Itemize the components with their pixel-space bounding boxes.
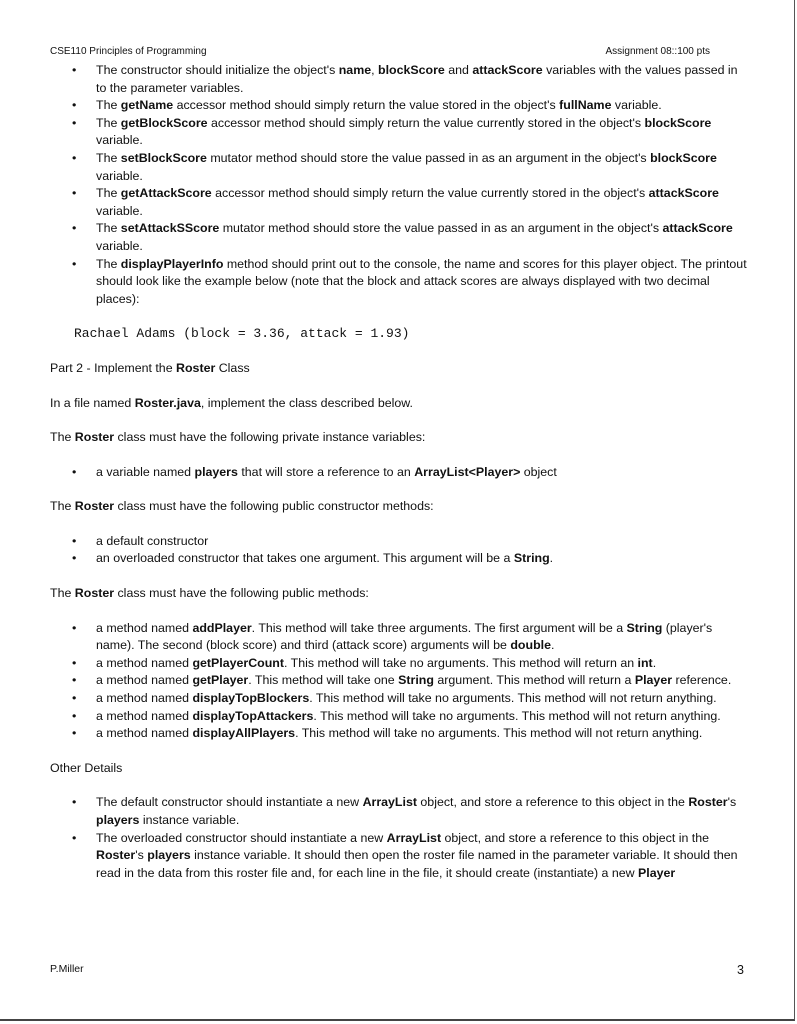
bold-term: getPlayer (192, 673, 249, 688)
list-item: • an overloaded constructor that takes one argument. This argument will be a String. (50, 550, 750, 568)
bold-term: Roster (688, 795, 728, 810)
bold-term: getAttackScore (120, 186, 212, 201)
private-vars-intro: The Roster class must have the following private instance variables: (50, 430, 426, 445)
other-details-heading: Other Details (50, 760, 123, 775)
bold-term: displayTopBlockers (192, 691, 310, 706)
code-example: Rachael Adams (block = 3.36, attack = 1.93) (74, 326, 410, 342)
bold-term: players (147, 848, 191, 863)
bold-term: Roster (74, 586, 115, 601)
bold-term: name (338, 63, 372, 77)
bold-term: getPlayerCount (192, 655, 285, 670)
bold-term: Roster (74, 499, 115, 514)
list-item: • The getAttackScore accessor method should simply return the value currently stored in the object's attackScore variable. (50, 185, 750, 220)
bold-term: ArrayList (362, 795, 417, 810)
bold-term: blockScore (644, 115, 712, 130)
bold-term: attackScore (472, 63, 543, 77)
bold-term: setBlockScore (120, 150, 207, 165)
list-item: • a method named displayTopAttackers. This method will take no arguments. This method will not return anything. (50, 708, 750, 726)
bold-term: Roster (176, 360, 216, 375)
bold-term: displayTopAttackers (192, 708, 314, 723)
part2-heading: Part 2 - Implement the Roster Class (50, 360, 250, 375)
bold-term: players (194, 464, 238, 479)
list-item: • a variable named players that will store a reference to an ArrayList<Player> object (50, 464, 750, 482)
footer-author: P.Miller (50, 963, 84, 975)
constructors-list (50, 533, 750, 568)
list-item: • a method named getPlayerCount. This method will take no arguments. This method will return an int. (50, 655, 750, 673)
list-item: • The getName accessor method should simply return the value stored in the object's fullName variable. (50, 97, 750, 115)
bold-term: ArrayList (386, 830, 442, 845)
bold-term: attackScore (648, 186, 719, 201)
page-content (50, 62, 750, 882)
bold-term: String (513, 551, 550, 566)
bullet-list-top (50, 62, 750, 308)
methods-intro: The Roster class must have the following public methods: (50, 586, 369, 601)
methods-list (50, 620, 750, 743)
bold-term: Roster (74, 430, 115, 445)
bold-term: displayPlayerInfo (120, 256, 224, 271)
bold-term: blockScore (650, 150, 717, 165)
bold-term: getBlockScore (120, 115, 208, 130)
list-item: • a method named addPlayer. This method will take three arguments. The first argument will be a String (player's name). The second (block score) and third (attack score) arguments will be double. (50, 620, 750, 655)
bold-term: setAttackSScore (120, 221, 220, 236)
bold-term: Roster (96, 848, 136, 863)
bold-term: ArrayList<Player> (414, 464, 521, 479)
bold-term: String (626, 620, 663, 635)
bold-term: addPlayer (192, 620, 252, 635)
other-details-list (50, 794, 750, 882)
bold-term: Player (638, 865, 676, 880)
list-item: • a default constructor (50, 533, 750, 551)
bold-term: int (637, 655, 653, 670)
list-item: • The setAttackSScore mutator method should store the value passed in as an argument in the object's attackScore variable. (50, 220, 750, 255)
list-item: • The overloaded constructor should instantiate a new ArrayList object, and store a reference to this object in the Roster's players instance variable. It should then open the roster file named in the parameter variable. It should then read in the data from this roster file and, for each line in the file, it should create (instantiate) a new Player (50, 830, 750, 883)
private-vars-list (50, 464, 750, 482)
list-item: • The default constructor should instantiate a new ArrayList object, and store a reference to this object in the Roster's players instance variable. (50, 794, 750, 829)
bold-term: getName (120, 98, 174, 113)
bold-term: players (96, 813, 140, 827)
bold-term: Player (634, 673, 673, 688)
header-assignment: Assignment 08::100 pts (605, 46, 710, 57)
bold-term: Roster.java (134, 395, 201, 410)
bold-term: attackScore (662, 221, 733, 236)
bold-term: String (398, 673, 434, 688)
list-item: • a method named displayTopBlockers. This method will take no arguments. This method will not return anything. (50, 690, 750, 708)
bold-term: blockScore (378, 63, 445, 77)
list-item: • a method named displayAllPlayers. This method will take no arguments. This method will not return anything. (50, 725, 750, 743)
list-item: • The displayPlayerInfo method should print out to the console, the name and scores for this player object. The printout should look like the example below (note that the block and attack scores are always displayed with two decimal places): (50, 256, 750, 309)
list-item: • The setBlockScore mutator method should store the value passed in as an argument in the object's blockScore variable. (50, 150, 750, 185)
page-number: 3 (737, 963, 744, 977)
bold-term: fullName (559, 98, 612, 113)
list-item: • The constructor should initialize the object's name, blockScore and attackScore variables with the values passed in to the parameter variables. (50, 62, 750, 97)
list-item: • The getBlockScore accessor method should simply return the value currently stored in the object's blockScore variable. (50, 115, 750, 150)
constructors-intro: The Roster class must have the following public constructor methods: (50, 499, 434, 514)
bold-term: double (510, 638, 551, 653)
file-line: In a file named Roster.java, implement the class described below. (50, 395, 413, 410)
list-item: • a method named getPlayer. This method will take one String argument. This method will return a Player reference. (50, 672, 750, 690)
bold-term: displayAllPlayers (192, 726, 296, 741)
header-course: CSE110 Principles of Programming (50, 46, 207, 57)
